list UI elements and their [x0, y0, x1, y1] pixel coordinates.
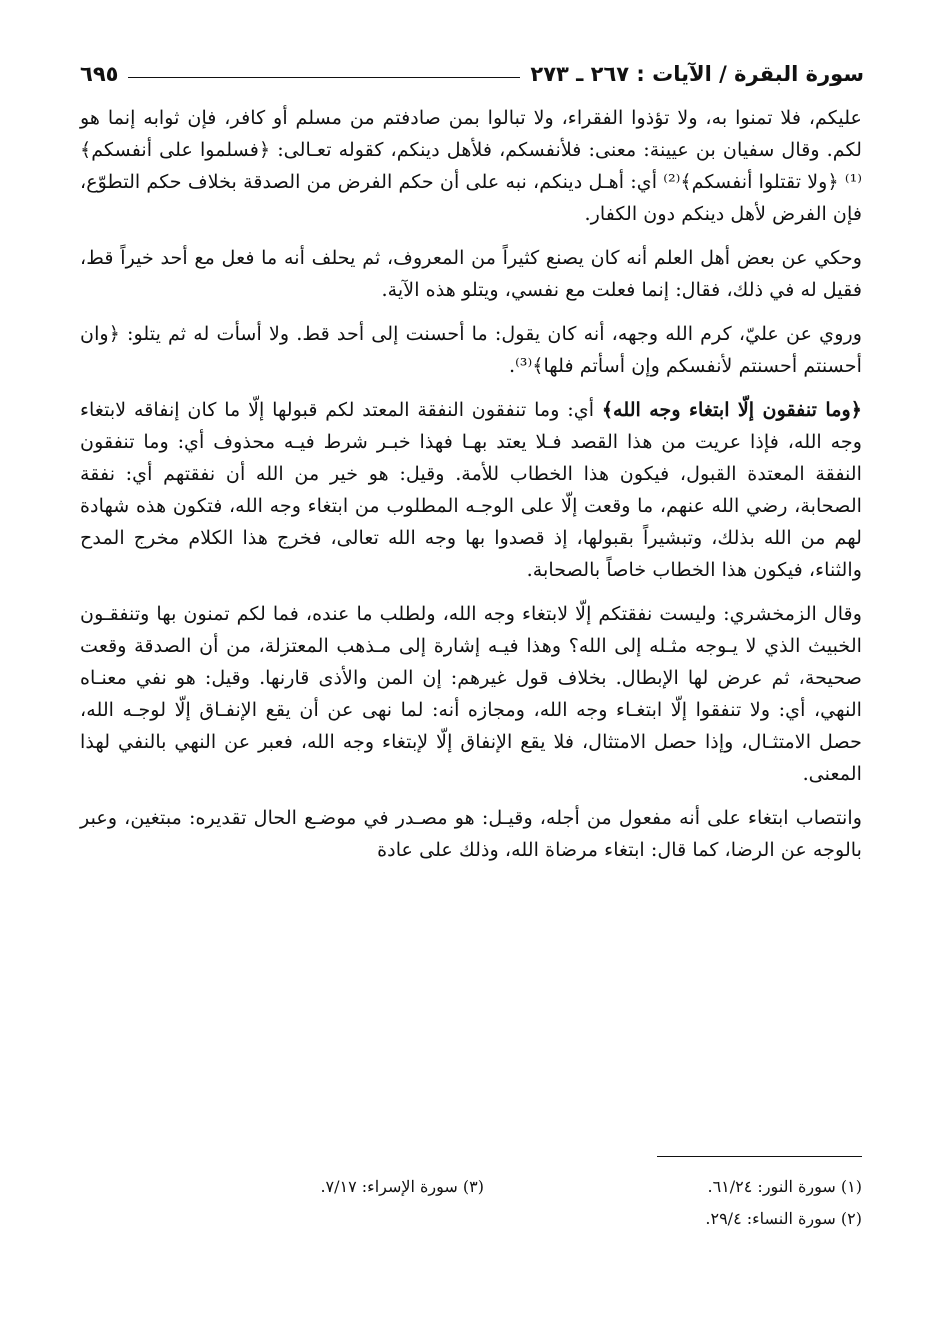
- paragraph-4: [80, 394, 862, 586]
- footnote-3: (٣) سورة الإسراء: ٧/١٧.: [320, 1177, 484, 1196]
- footnote-2: (٢) سورة النساء: ٢٩/٤.: [705, 1209, 862, 1228]
- running-header: [80, 46, 864, 86]
- footnote-1: (١) سورة النور: ٦١/٢٤.: [707, 1177, 862, 1196]
- header-rule: [128, 77, 520, 78]
- body-text: [80, 102, 862, 878]
- footnote-rule: [657, 1156, 862, 1157]
- paragraph-6: وانتصاب ابتغاء على أنه مفعول من أجله، وقيـل: هو مصـدر في موضـع الحال تقديره: مبتغين، وعبر بالوجه عن الرضا، كما قال: ابتغاء مرضاة الله، وذلك على عادة: [80, 806, 862, 861]
- paragraph-2: وحكي عن بعض أهل العلم أنه كان يصنع كثيراً من المعروف، ثم يحلف أنه ما فعل مع أحد خيراً قط، فقيل له في ذلك، فقال: إنما فعلت مع نفسي، ويتلو هذه الآية.: [80, 246, 862, 301]
- paragraph-4-text: أي: وما تنفقون النفقة المعتد لكم قبولها إلّا ما كان إنفاقه لابتغاء وجه الله، فإذا عريت من هذا القصد فـلا يعتد بهـا فهذا خبـر شرط فيـه محذوف أي: وما تنفقون النفقة المعتدة القبول، فيكون هذا الخطاب للأمة. وقيل: هو خير من الله أن نفقتهم أي: نفقة الصحابة، رضي الله عنهم، ما وقعت إلّا على الوجـه المطلوب من ابتغاء وجه الله، فتكون هذه شهادة لهم من الله بذلك، وتبشيراً بقبولها، إذ قصدوا بها وجه الله تعالى، فخرج هذا الكلام مخرج المدح والثناء، فيكون هذا الخطاب خاصاً بالصحابة.: [80, 398, 862, 581]
- page-number: ٦٩٥: [80, 62, 119, 86]
- verse-lead: ﴿وما تنفقون إلّا ابتغاء وجه الله﴾: [601, 398, 862, 421]
- paragraph-3: وروي عن عليّ، كرم الله وجهه، أنه كان يقول: ما أحسنت إلى أحد قط. ولا أسأت له ثم يتلو: ﴿وان أحسنتم أحسنتم لأنفسكم وإن أسأتم فلها﴾⁽³⁾.: [80, 322, 862, 377]
- paragraph-1: عليكم، فلا تمنوا به، ولا تؤذوا الفقراء، ولا تبالوا بمن صادفتم من مسلم أو كافر، فإن ثوابه إنما هو لكم. وقال سفيان بن عيينة: معنى: فلأنفسكم، فلأهل دينكم، كقوله تعـالى: ﴿فسلموا على أنفسكم﴾⁽¹⁾ ﴿ولا تقتلوا أنفسكم﴾⁽²⁾ أي: أهـل دينكم، نبه على أن حكم الفرض من الصدقة بخلاف حكم التطوّع، فإن الفرض لأهل دينكم دون الكفار.: [80, 106, 862, 225]
- footnotes: [80, 1176, 864, 1236]
- paragraph-5: وقال الزمخشري: وليست نفقتكم إلّا لابتغاء وجه الله، ولطلب ما عنده، فما لكم تمنون بها وتنفقـون الخبيث الذي لا يـوجه مثـله إلى الله؟ وهذا فيـه إشارة إلى مـذهب المعتزلة، من أن الصدقة وقعت صحيحة، ثم عرض لها الإبطال. بخلاف قول غيرهم: إن المن والأذى قارنها. وقيل: هو نفي معنـاه النهي، أي: ولا تنفقوا إلّا ابتغـاء وجه الله، ومجازه أنه: لما نهى عن أن يقع الإنفـاق إلّا لوجـه الله، حصل الامتثـال، وإذا حصل الامتثال، فلا يقع الإنفاق إلّا لإبتغاء وجه الله، فعبر عن النهي بالنفي لهذا المعنى.: [80, 602, 862, 785]
- header-title: سورة البقرة / الآيات : ٢٦٧ ـ ٢٧٣: [530, 62, 864, 86]
